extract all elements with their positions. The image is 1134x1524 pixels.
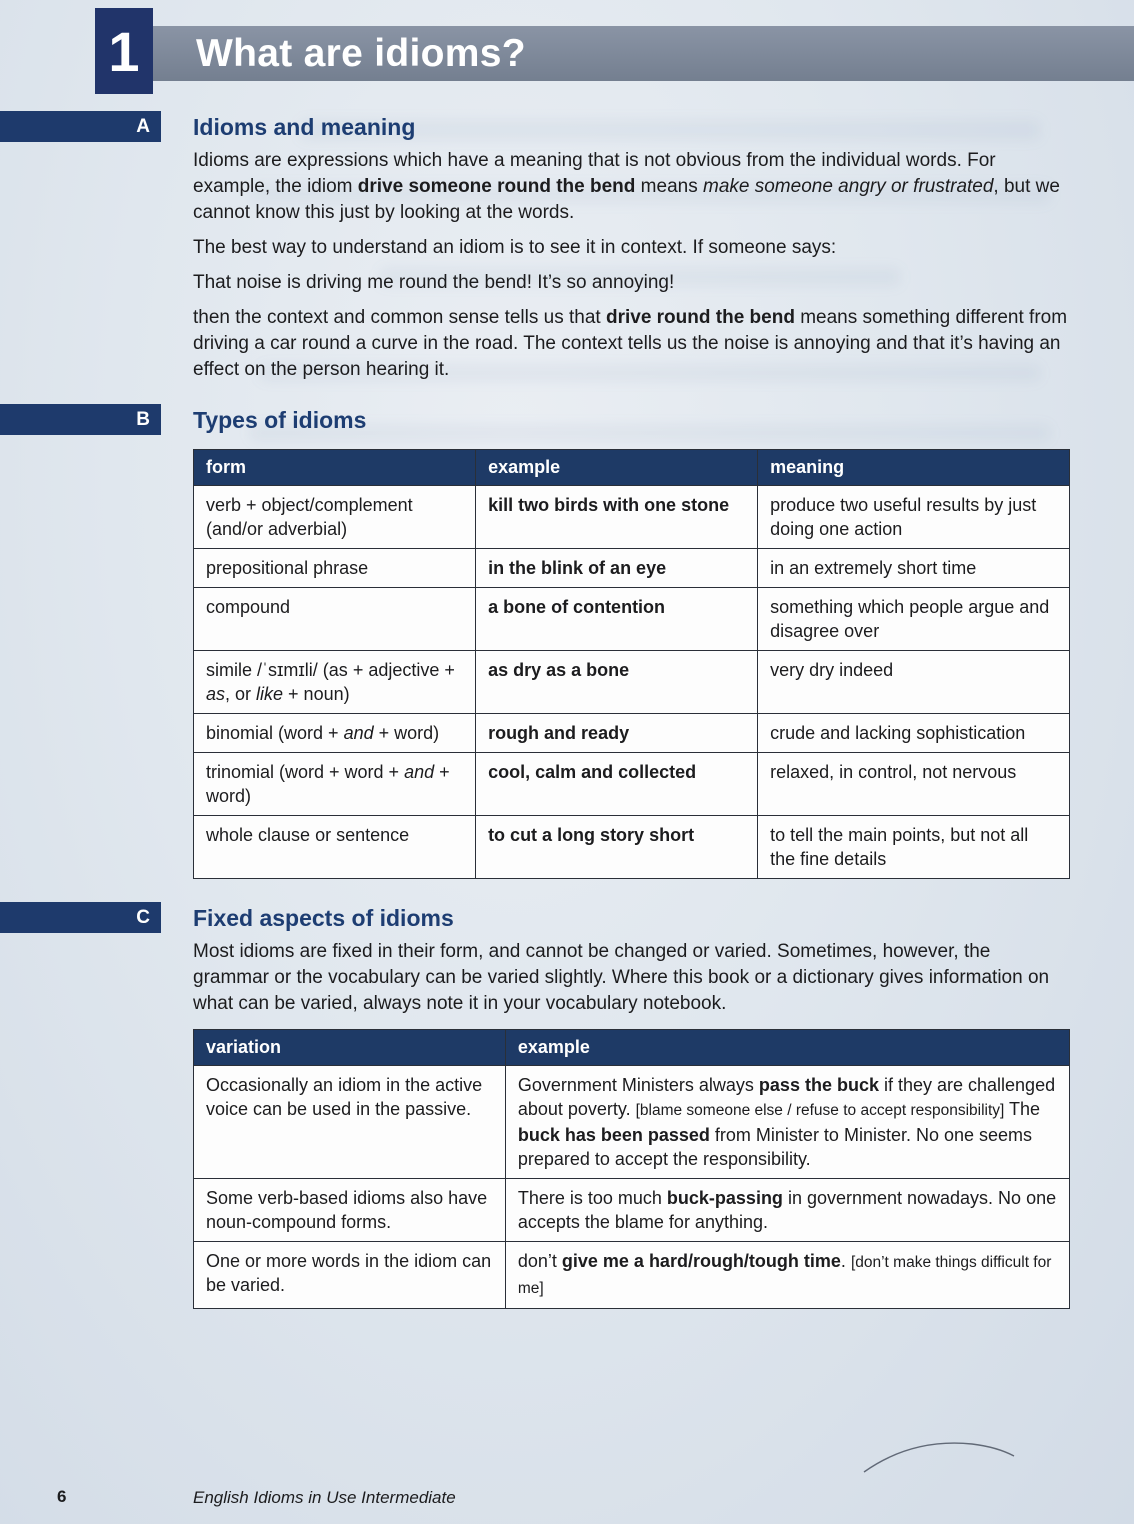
meaning-cell [758, 588, 1070, 651]
text-segment: drive round the bend [605, 307, 795, 328]
example-cell [476, 549, 758, 588]
text-segment: rough and ready [488, 723, 630, 743]
section-b-heading: Types of idioms [193, 407, 367, 433]
text-segment: + noun) [283, 684, 350, 704]
text-segment: something which people argue and disagree over [770, 597, 1050, 641]
text-segment: + word) [373, 723, 440, 743]
section-c-letter: C [136, 906, 150, 928]
table-row [194, 816, 1070, 879]
text-segment: That noise is driving me round the bend! It’s so annoying! [193, 272, 675, 293]
column-header-variation: variation [194, 1030, 506, 1066]
paragraph [193, 305, 1070, 383]
text-segment: from Minister to Minister. No one seems prepared to accept the responsibility. [517, 1125, 1033, 1169]
meaning-cell [758, 549, 1070, 588]
text-segment: in the blink of an eye [488, 558, 667, 578]
text-segment: One or more words in the idiom can be varied. [206, 1251, 492, 1295]
text-segment: cool, calm and collected [488, 762, 697, 782]
text-segment: . [840, 1251, 851, 1271]
text-segment: and [404, 762, 435, 782]
section-b-marker [0, 404, 161, 435]
text-segment: whole clause or sentence [206, 825, 410, 845]
section-c-header-row [136, 905, 1070, 932]
text-segment: Some verb-based idioms also have noun-compound forms. [206, 1188, 488, 1232]
column-header-example: example [476, 450, 758, 486]
page-content [136, 114, 1070, 1309]
example-cell [476, 714, 758, 753]
text-segment: verb + object/complement (and/or adverbial) [206, 495, 413, 539]
text-segment: then the context and common sense tells us that [193, 307, 606, 328]
text-segment: don’t [517, 1251, 562, 1271]
section-a-heading: Idioms and meaning [193, 114, 416, 140]
scan-stroke-artifact [862, 1436, 1022, 1480]
variation-cell [194, 1179, 506, 1242]
text-segment: as dry as a bone [488, 660, 630, 680]
example-cell [505, 1179, 1069, 1242]
text-segment: Occasionally an idiom in the active voice can be used in the passive. [206, 1075, 483, 1119]
meaning-cell [758, 816, 1070, 879]
column-header-meaning: meaning [758, 450, 1070, 486]
section-c-marker [0, 902, 161, 933]
table-row [194, 549, 1070, 588]
example-cell [476, 816, 758, 879]
types-of-idioms-table [193, 449, 1070, 879]
text-segment: The best way to understand an idiom is to see it in context. If someone says: [193, 237, 837, 258]
table-row [194, 753, 1070, 816]
text-segment: + word) [206, 762, 450, 806]
text-segment: in government nowadays. No one accepts the blame for anything. [517, 1188, 1057, 1232]
example-cell [476, 486, 758, 549]
text-segment: and [343, 723, 374, 743]
variation-cell [194, 1066, 506, 1179]
chapter-title: What are idioms? [196, 31, 526, 75]
text-segment: buck has been passed [517, 1125, 710, 1145]
text-segment: Government Ministers always [517, 1075, 759, 1095]
text-segment: kill two birds with one stone [488, 495, 730, 515]
text-segment: give me a hard/rough/tough time [561, 1251, 841, 1271]
table-header-row [194, 1030, 1070, 1066]
form-cell [194, 549, 476, 588]
example-cell [505, 1066, 1069, 1179]
text-segment: make someone angry or frustrated [703, 176, 994, 197]
meaning-cell [758, 486, 1070, 549]
example-cell [505, 1242, 1069, 1309]
text-segment: crude and lacking sophistication [770, 723, 1026, 743]
section-b-letter: B [136, 408, 150, 430]
page-number: 6 [57, 1487, 67, 1506]
section-a-marker [0, 111, 161, 142]
text-segment: trinomial (word + word + [206, 762, 405, 782]
text-segment: to cut a long story short [488, 825, 695, 845]
meaning-cell [758, 714, 1070, 753]
table-row [194, 714, 1070, 753]
unit-number: 1 [108, 19, 140, 83]
section-a-letter: A [136, 115, 150, 137]
meaning-cell [758, 753, 1070, 816]
example-cell [476, 588, 758, 651]
form-cell [194, 753, 476, 816]
text-segment: buck-passing [666, 1188, 783, 1208]
text-segment: pass the buck [758, 1075, 879, 1095]
section-c-heading: Fixed aspects of idioms [193, 905, 454, 931]
text-segment: very dry indeed [770, 660, 894, 680]
paragraph [193, 148, 1070, 226]
text-segment: a bone of contention [488, 597, 666, 617]
text-segment: means [635, 176, 703, 197]
table-header-row [194, 450, 1070, 486]
text-segment: binomial (word + [206, 723, 344, 743]
column-header-form: form [194, 450, 476, 486]
paragraph [193, 939, 1070, 1017]
table-row [194, 651, 1070, 714]
text-segment: [don’t make things difficult for me] [517, 1254, 1052, 1297]
text-segment: in an extremely short time [770, 558, 977, 578]
text-segment: compound [206, 597, 291, 617]
text-segment: like [256, 684, 284, 704]
section-a-header-row [136, 114, 1070, 141]
text-segment: means something different from driving a car round a curve in the road. The context tells us the noise is annoying and that it’s having an effect on the person hearing it. [193, 307, 1068, 380]
paragraph [193, 235, 1070, 261]
text-segment: , but we cannot know this just by looking at the words. [193, 176, 1060, 223]
meaning-cell [758, 651, 1070, 714]
example-cell [476, 651, 758, 714]
chapter-title-banner [150, 26, 1134, 81]
column-header-example: example [505, 1030, 1069, 1066]
text-segment: relaxed, in control, not nervous [770, 762, 1017, 782]
variation-cell [194, 1242, 506, 1309]
section-b-header-row [136, 407, 1070, 434]
paragraph [193, 270, 1070, 296]
text-segment: as [206, 684, 226, 704]
text-segment: simile /ˈsɪmɪli/ (as + adjective + [206, 660, 455, 680]
text-segment: Most idioms are fixed in their form, and cannot be changed or varied. Sometimes, however, the grammar or the vocabulary can be varied slightly. Where this book or a dictionary gives information on what can be varied, always note it in your vocabulary notebook. [193, 941, 1050, 1014]
form-cell [194, 651, 476, 714]
example-cell [476, 753, 758, 816]
text-segment: , or [225, 684, 257, 704]
table-row [194, 1242, 1070, 1309]
form-cell [194, 588, 476, 651]
text-segment: if they are challenged about poverty. [517, 1075, 1056, 1119]
fixed-aspects-table [193, 1029, 1070, 1309]
form-cell [194, 486, 476, 549]
table-row [194, 588, 1070, 651]
text-segment: drive someone round the bend [357, 176, 636, 197]
text-segment: to tell the main points, but not all the fine details [770, 825, 1029, 869]
table-row [194, 1179, 1070, 1242]
table-row [194, 486, 1070, 549]
unit-number-box [95, 8, 153, 94]
text-segment: There is too much [517, 1188, 667, 1208]
text-segment: prepositional phrase [206, 558, 369, 578]
form-cell [194, 816, 476, 879]
text-segment: produce two useful results by just doing one action [770, 495, 1037, 539]
footer-book-title: English Idioms in Use Intermediate [193, 1488, 456, 1507]
table-row [194, 1066, 1070, 1179]
form-cell [194, 714, 476, 753]
text-segment: Idioms are expressions which have a meaning that is not obvious from the individual words. For example, the idiom [193, 150, 996, 197]
text-segment: The [1004, 1099, 1041, 1119]
text-segment: [blame someone else / refuse to accept responsibility] [635, 1102, 1005, 1119]
